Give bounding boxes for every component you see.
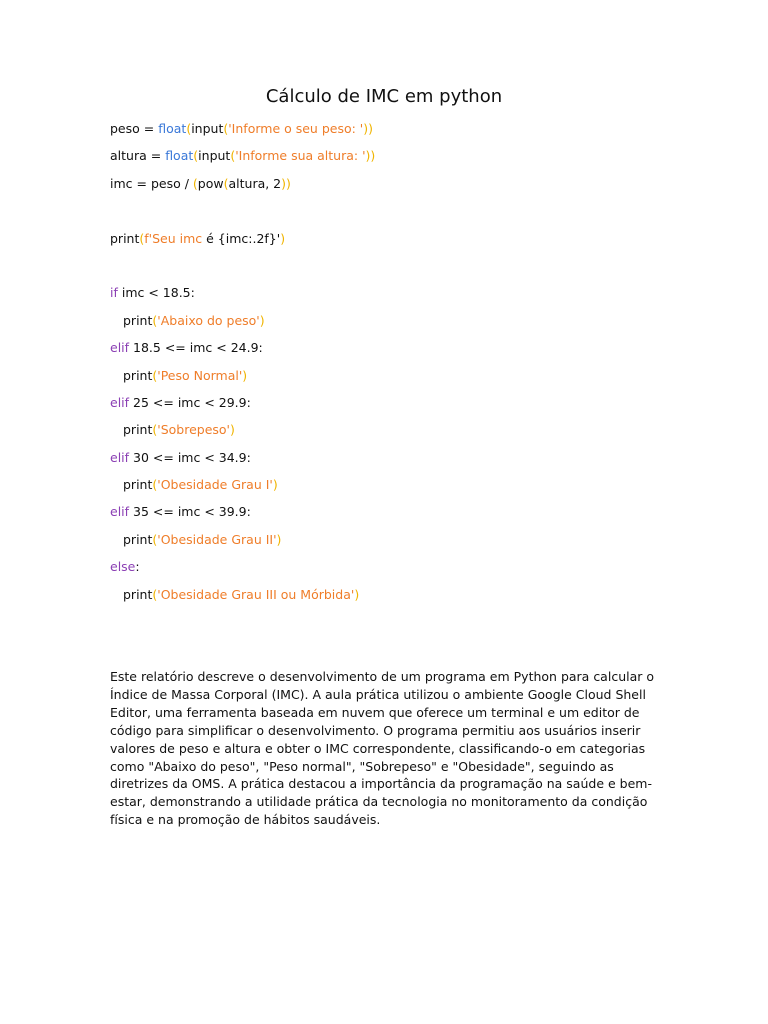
- code-string: 'Sobrepeso': [157, 422, 230, 438]
- code-bracket: (: [152, 477, 158, 493]
- code-bracket: ): [286, 175, 291, 191]
- code-string: 'Obesidade Grau II': [157, 531, 277, 547]
- code-builtin: float: [165, 148, 194, 164]
- code-bracket: (: [193, 148, 199, 164]
- code-bracket: ): [276, 531, 282, 547]
- code-string: 'Obesidade Grau III ou Mórbida': [157, 586, 355, 602]
- code-string: 'Abaixo do peso': [157, 312, 260, 328]
- code-keyword: elif: [110, 449, 130, 465]
- code-string: 'Informe sua altura: ': [235, 148, 366, 164]
- code-bracket: (: [223, 175, 229, 191]
- code-text: print: [110, 230, 140, 246]
- code-text: print: [123, 477, 153, 493]
- code-text: print: [123, 422, 153, 438]
- code-text: altura =: [110, 148, 166, 164]
- code-line-elif: [110, 503, 670, 530]
- code-bracket: (: [152, 312, 158, 328]
- code-bracket: ): [368, 121, 374, 136]
- blank-line: [110, 257, 670, 284]
- code-line-print-imc: [110, 230, 670, 257]
- code-line-print: [110, 586, 670, 613]
- code-line-elif: [110, 339, 670, 366]
- code-keyword: if: [110, 285, 118, 301]
- document-title: Cálculo de IMC em python: [265, 86, 503, 107]
- code-keyword: elif: [110, 504, 130, 520]
- code-line-print: [110, 367, 670, 394]
- code-string: 'Peso Normal': [157, 367, 243, 383]
- code-text: 30 <= imc < 34.9:: [129, 449, 251, 465]
- blank-line: [110, 202, 670, 229]
- code-string: 'Obesidade Grau I': [157, 477, 273, 493]
- code-text: peso =: [110, 121, 159, 136]
- code-bracket: (: [152, 586, 158, 602]
- code-line-print: [110, 312, 670, 339]
- code-text: :: [135, 559, 140, 575]
- code-bracket: ): [354, 586, 360, 602]
- code-bracket: (: [223, 121, 229, 136]
- code-builtin: float: [158, 121, 187, 136]
- code-text: print: [123, 531, 153, 547]
- code-text: imc = peso /: [110, 175, 193, 191]
- code-bracket: ): [365, 148, 371, 164]
- code-string: 'Informe o seu peso: ': [228, 121, 364, 136]
- code-bracket: ): [259, 312, 265, 328]
- code-text: pow: [197, 175, 224, 191]
- code-line-print: [110, 531, 670, 558]
- code-bracket: (: [139, 230, 145, 246]
- code-text: print: [123, 586, 153, 602]
- code-block: [110, 120, 670, 613]
- code-line-print: [110, 476, 670, 503]
- code-text: 25 <= imc < 29.9:: [129, 394, 251, 410]
- code-bracket: (: [230, 148, 236, 164]
- code-keyword: elif: [110, 394, 130, 410]
- report-paragraph: Este relatório descreve o desenvolvimento de um programa em Python para calcular o Índice de Massa Corporal (IMC). A aula prática utilizou o ambiente Google Cloud Shell Editor, uma ferramenta baseada em nuvem que oferece um terminal e um editor de código para simplificar o desenvolvimento. O programa permitiu aos usuários inserir valores de peso e altura e obter o IMC correspondente, classificando-o em categorias como "Abaixo do peso", "Peso normal", "Sobrepeso" e "Obesidade", seguindo as diretrizes da OMS. A prática destacou a importância da programação na saúde e bem-estar, demonstrando a utilidade prática da tecnologia no monitoramento da condição física e na promoção de hábitos saudáveis.: [110, 669, 655, 828]
- code-text: altura, 2: [228, 175, 282, 191]
- code-line-imc: [110, 175, 670, 202]
- code-bracket: ): [242, 367, 248, 383]
- code-text: print: [123, 367, 153, 383]
- code-bracket: (: [152, 531, 158, 547]
- code-bracket: ): [280, 230, 286, 246]
- code-line-elif: [110, 394, 670, 421]
- code-bracket: (: [152, 367, 158, 383]
- code-bracket: ): [230, 422, 235, 438]
- code-string: f'Seu imc: [144, 230, 203, 246]
- code-line-else: [110, 558, 670, 585]
- code-text: print: [123, 312, 153, 328]
- code-bracket: (: [152, 422, 158, 438]
- code-line-print: [110, 421, 670, 448]
- code-text: 18.5 <= imc < 24.9:: [129, 340, 263, 356]
- code-text: input: [191, 121, 224, 136]
- code-line-elif: [110, 449, 670, 476]
- code-bracket: ): [281, 175, 287, 191]
- code-bracket: ): [363, 121, 369, 136]
- code-text: imc < 18.5:: [117, 285, 195, 301]
- code-bracket: ): [370, 148, 376, 164]
- code-text: input: [198, 148, 231, 164]
- code-line-altura: [110, 147, 670, 174]
- code-keyword: elif: [110, 340, 130, 356]
- code-text: é {imc:.2f}': [202, 230, 281, 246]
- code-text: 35 <= imc < 39.9:: [129, 504, 251, 520]
- code-bracket: ): [272, 477, 278, 493]
- code-keyword: else: [110, 559, 136, 575]
- code-line-peso: [110, 120, 670, 147]
- code-line-if: [110, 284, 670, 311]
- code-bracket: (: [192, 175, 198, 191]
- code-bracket: (: [186, 121, 192, 136]
